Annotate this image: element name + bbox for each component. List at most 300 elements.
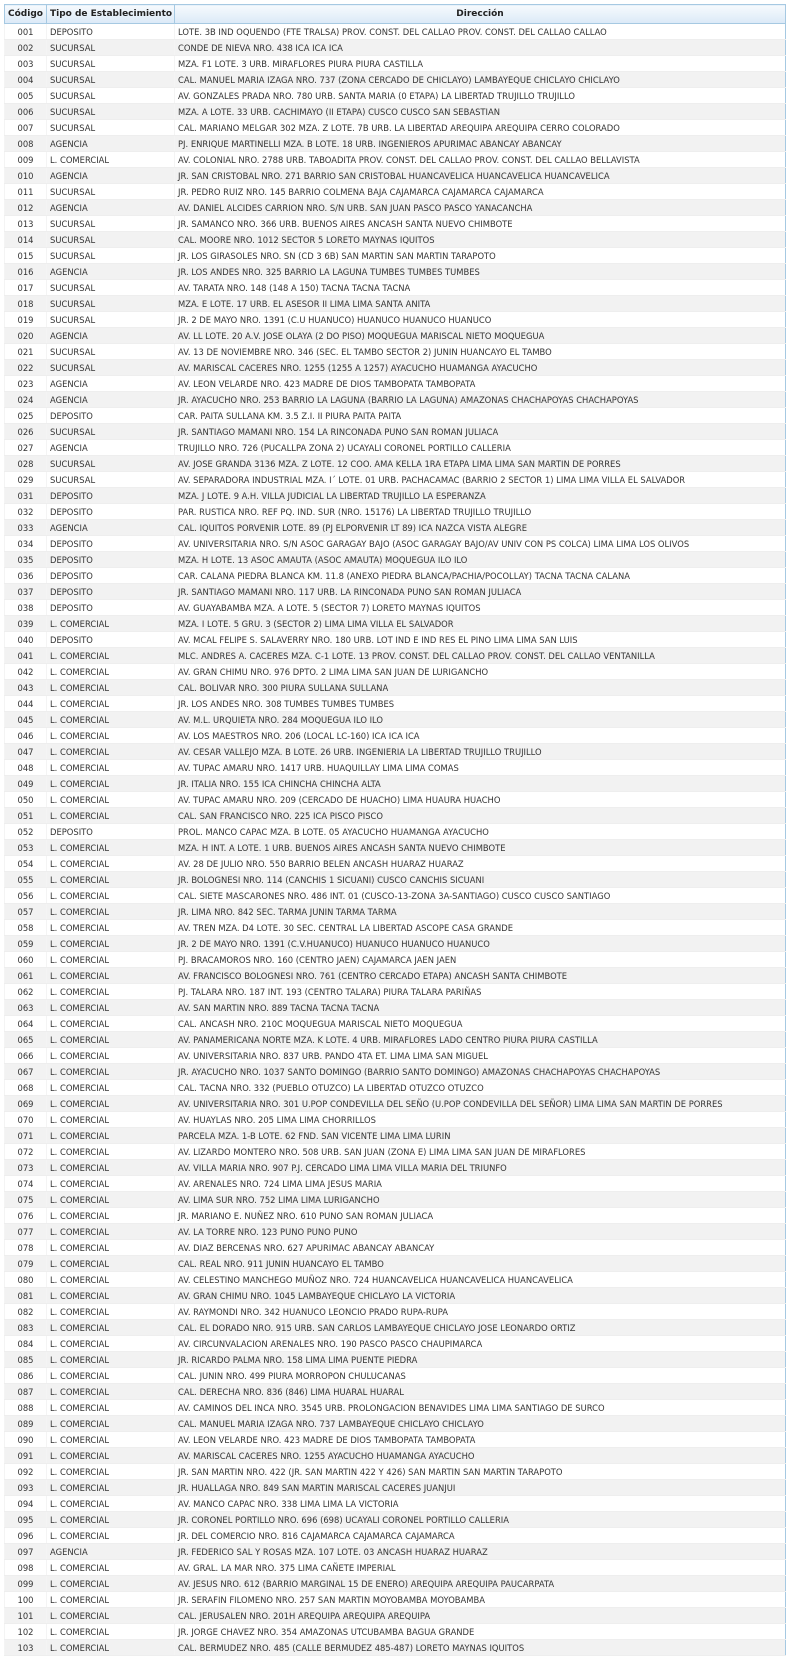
table-row [5, 648, 786, 664]
row-type-cell: L. COMERCIAL [47, 1112, 175, 1128]
table-row [5, 1448, 786, 1464]
row-address-cell: AV. GRAL. LA MAR NRO. 375 LIMA CAÑETE IMPERIAL [175, 1560, 786, 1576]
table-row [5, 568, 786, 584]
row-address-cell: AV. LOS MAESTROS NRO. 206 (LOCAL LC-160) ICA ICA ICA [175, 728, 786, 744]
row-address-cell: AV. LA TORRE NRO. 123 PUNO PUNO PUNO [175, 1224, 786, 1240]
table-row [5, 776, 786, 792]
row-address-cell: AV. MARISCAL CACERES NRO. 1255 AYACUCHO HUAMANGA AYACUCHO [175, 1448, 786, 1464]
row-code-cell: 069 [5, 1096, 47, 1112]
row-code-cell: 053 [5, 840, 47, 856]
header-row [5, 5, 786, 24]
row-type-cell: L. COMERCIAL [47, 856, 175, 872]
row-type-cell: SUCURSAL [47, 232, 175, 248]
row-code-cell: 014 [5, 232, 47, 248]
row-code-cell: 031 [5, 488, 47, 504]
row-code-cell: 096 [5, 1528, 47, 1544]
row-code-cell: 048 [5, 760, 47, 776]
row-code-cell: 100 [5, 1592, 47, 1608]
table-row [5, 1016, 786, 1032]
row-address-cell: PJ. ENRIQUE MARTINELLI MZA. B LOTE. 18 URB. INGENIEROS APURIMAC ABANCAY ABANCAY [175, 136, 786, 152]
row-address-cell: AV. TUPAC AMARU NRO. 1417 URB. HUAQUILLAY LIMA LIMA COMAS [175, 760, 786, 776]
row-address-cell: CAL. DERECHA NRO. 836 (846) LIMA HUARAL HUARAL [175, 1384, 786, 1400]
row-address-cell: CONDE DE NIEVA NRO. 438 ICA ICA ICA [175, 40, 786, 56]
table-row [5, 792, 786, 808]
table-row [5, 1528, 786, 1544]
row-code-cell: 097 [5, 1544, 47, 1560]
table-row [5, 1336, 786, 1352]
row-code-cell: 082 [5, 1304, 47, 1320]
row-type-cell: DEPOSITO [47, 488, 175, 504]
row-code-cell: 075 [5, 1192, 47, 1208]
row-code-cell: 041 [5, 648, 47, 664]
row-address-cell: AV. JOSE GRANDA 3136 MZA. Z LOTE. 12 COO. AMA KELLA 1RA ETAPA LIMA LIMA SAN MARTIN DE PORRES [175, 456, 786, 472]
column-header-type[interactable]: Tipo de Establecimiento [47, 5, 175, 24]
row-code-cell: 081 [5, 1288, 47, 1304]
table-row [5, 856, 786, 872]
row-code-cell: 062 [5, 984, 47, 1000]
row-address-cell: CAL. MANUEL MARIA IZAGA NRO. 737 (ZONA CERCADO DE CHICLAYO) LAMBAYEQUE CHICLAYO CHICLAYO [175, 72, 786, 88]
row-type-cell: L. COMERCIAL [47, 936, 175, 952]
row-code-cell: 009 [5, 152, 47, 168]
table-row [5, 440, 786, 456]
row-code-cell: 042 [5, 664, 47, 680]
row-type-cell: L. COMERCIAL [47, 1032, 175, 1048]
row-address-cell: AV. ARENALES NRO. 724 LIMA LIMA JESUS MARIA [175, 1176, 786, 1192]
table-row [5, 1576, 786, 1592]
table-row [5, 952, 786, 968]
row-type-cell: SUCURSAL [47, 104, 175, 120]
row-code-cell: 017 [5, 280, 47, 296]
row-address-cell: AV. UNIVERSITARIA NRO. 301 U.POP CONDEVILLA DEL SEÑO (U.POP CONDEVILLA DEL SEÑOR) LIMA LIMA SAN MARTIN DE PORRES [175, 1096, 786, 1112]
row-code-cell: 063 [5, 1000, 47, 1016]
row-address-cell: JR. MARIANO E. NUÑEZ NRO. 610 PUNO SAN ROMAN JULIACA [175, 1208, 786, 1224]
row-address-cell: JR. PEDRO RUIZ NRO. 145 BARRIO COLMENA BAJA CAJAMARCA CAJAMARCA CAJAMARCA [175, 184, 786, 200]
row-type-cell: L. COMERCIAL [47, 904, 175, 920]
table-row [5, 824, 786, 840]
row-type-cell: L. COMERCIAL [47, 1304, 175, 1320]
row-type-cell: AGENCIA [47, 520, 175, 536]
row-address-cell: CAR. PAITA SULLANA KM. 3.5 Z.I. II PIURA PAITA PAITA [175, 408, 786, 424]
row-type-cell: L. COMERCIAL [47, 696, 175, 712]
table-row [5, 1112, 786, 1128]
row-address-cell: CAL. BOLIVAR NRO. 300 PIURA SULLANA SULLANA [175, 680, 786, 696]
row-code-cell: 029 [5, 472, 47, 488]
table-row [5, 232, 786, 248]
row-type-cell: AGENCIA [47, 392, 175, 408]
row-code-cell: 027 [5, 440, 47, 456]
row-address-cell: CAL. ANCASH NRO. 210C MOQUEGUA MARISCAL NIETO MOQUEGUA [175, 1016, 786, 1032]
row-type-cell: L. COMERCIAL [47, 648, 175, 664]
row-type-cell: AGENCIA [47, 136, 175, 152]
row-code-cell: 084 [5, 1336, 47, 1352]
row-address-cell: JR. BOLOGNESI NRO. 114 (CANCHIS 1 SICUANI) CUSCO CANCHIS SICUANI [175, 872, 786, 888]
table-row [5, 1176, 786, 1192]
row-address-cell: MZA. H LOTE. 13 ASOC AMAUTA (ASOC AMAUTA) MOQUEGUA ILO ILO [175, 552, 786, 568]
row-address-cell: CAL. SIETE MASCARONES NRO. 486 INT. 01 (CUSCO-13-ZONA 3A-SANTIAGO) CUSCO CUSCO SANTIAGO [175, 888, 786, 904]
row-type-cell: L. COMERCIAL [47, 1016, 175, 1032]
table-row [5, 264, 786, 280]
row-code-cell: 095 [5, 1512, 47, 1528]
row-type-cell: DEPOSITO [47, 584, 175, 600]
row-code-cell: 013 [5, 216, 47, 232]
row-type-cell: L. COMERCIAL [47, 1080, 175, 1096]
table-row [5, 1464, 786, 1480]
row-code-cell: 008 [5, 136, 47, 152]
table-row [5, 616, 786, 632]
row-code-cell: 074 [5, 1176, 47, 1192]
row-code-cell: 049 [5, 776, 47, 792]
row-type-cell: SUCURSAL [47, 280, 175, 296]
table-row [5, 1256, 786, 1272]
row-address-cell: PJ. TALARA NRO. 187 INT. 193 (CENTRO TALARA) PIURA TALARA PARIÑAS [175, 984, 786, 1000]
row-type-cell: L. COMERCIAL [47, 1576, 175, 1592]
row-type-cell: SUCURSAL [47, 344, 175, 360]
row-type-cell: DEPOSITO [47, 568, 175, 584]
row-address-cell: JR. FEDERICO SAL Y ROSAS MZA. 107 LOTE. 03 ANCASH HUARAZ HUARAZ [175, 1544, 786, 1560]
table-row [5, 1368, 786, 1384]
row-address-cell: AV. DIAZ BERCENAS NRO. 627 APURIMAC ABANCAY ABANCAY [175, 1240, 786, 1256]
row-address-cell: CAL. EL DORADO NRO. 915 URB. SAN CARLOS LAMBAYEQUE CHICLAYO JOSE LEONARDO ORTIZ [175, 1320, 786, 1336]
row-address-cell: JR. AYACUCHO NRO. 253 BARRIO LA LAGUNA (BARRIO LA LAGUNA) AMAZONAS CHACHAPOYAS CHACHAPOYAS [175, 392, 786, 408]
row-code-cell: 056 [5, 888, 47, 904]
row-code-cell: 002 [5, 40, 47, 56]
row-type-cell: SUCURSAL [47, 88, 175, 104]
table-row [5, 1272, 786, 1288]
row-code-cell: 054 [5, 856, 47, 872]
row-type-cell: SUCURSAL [47, 312, 175, 328]
row-type-cell: SUCURSAL [47, 472, 175, 488]
table-row [5, 1240, 786, 1256]
table-row [5, 1160, 786, 1176]
row-address-cell: AV. SEPARADORA INDUSTRIAL MZA. I´ LOTE. 01 URB. PACHACAMAC (BARRIO 2 SECTOR 1) LIMA LIMA VILLA EL SALVADOR [175, 472, 786, 488]
table-row [5, 1432, 786, 1448]
row-code-cell: 094 [5, 1496, 47, 1512]
row-code-cell: 087 [5, 1384, 47, 1400]
row-type-cell: L. COMERCIAL [47, 712, 175, 728]
row-address-cell: JR. LIMA NRO. 842 SEC. TARMA JUNIN TARMA TARMA [175, 904, 786, 920]
row-code-cell: 073 [5, 1160, 47, 1176]
row-code-cell: 059 [5, 936, 47, 952]
row-code-cell: 080 [5, 1272, 47, 1288]
row-code-cell: 033 [5, 520, 47, 536]
row-type-cell: L. COMERCIAL [47, 1144, 175, 1160]
row-address-cell: JR. SAN MARTIN NRO. 422 (JR. SAN MARTIN 422 Y 426) SAN MARTIN SAN MARTIN TARAPOTO [175, 1464, 786, 1480]
row-code-cell: 061 [5, 968, 47, 984]
row-code-cell: 025 [5, 408, 47, 424]
table-row [5, 216, 786, 232]
row-code-cell: 045 [5, 712, 47, 728]
row-type-cell: L. COMERCIAL [47, 1496, 175, 1512]
table-row [5, 376, 786, 392]
row-address-cell: AV. MCAL FELIPE S. SALAVERRY NRO. 180 URB. LOT IND E IND RES EL PINO LIMA LIMA SAN LUIS [175, 632, 786, 648]
row-type-cell: L. COMERCIAL [47, 840, 175, 856]
table-row [5, 312, 786, 328]
row-code-cell: 044 [5, 696, 47, 712]
row-type-cell: L. COMERCIAL [47, 1256, 175, 1272]
row-address-cell: AV. CELESTINO MANCHEGO MUÑOZ NRO. 724 HUANCAVELICA HUANCAVELICA HUANCAVELICA [175, 1272, 786, 1288]
row-type-cell: AGENCIA [47, 440, 175, 456]
table-row [5, 936, 786, 952]
row-address-cell: AV. VILLA MARIA NRO. 907 P.J. CERCADO LIMA LIMA VILLA MARIA DEL TRIUNFO [175, 1160, 786, 1176]
row-address-cell: AV. CAMINOS DEL INCA NRO. 3545 URB. PROLONGACION BENAVIDES LIMA LIMA SANTIAGO DE SURCO [175, 1400, 786, 1416]
row-address-cell: PAR. RUSTICA NRO. REF PQ. IND. SUR (NRO. 15176) LA LIBERTAD TRUJILLO TRUJILLO [175, 504, 786, 520]
table-row [5, 1480, 786, 1496]
row-type-cell: L. COMERCIAL [47, 1368, 175, 1384]
row-type-cell: L. COMERCIAL [47, 1384, 175, 1400]
table-row [5, 1400, 786, 1416]
row-address-cell: AV. TARATA NRO. 148 (148 A 150) TACNA TACNA TACNA [175, 280, 786, 296]
row-type-cell: L. COMERCIAL [47, 760, 175, 776]
table-row [5, 360, 786, 376]
row-code-cell: 079 [5, 1256, 47, 1272]
row-address-cell: CAL. SAN FRANCISCO NRO. 225 ICA PISCO PISCO [175, 808, 786, 824]
row-code-cell: 003 [5, 56, 47, 72]
row-code-cell: 070 [5, 1112, 47, 1128]
row-type-cell: L. COMERCIAL [47, 1000, 175, 1016]
row-type-cell: SUCURSAL [47, 296, 175, 312]
row-type-cell: L. COMERCIAL [47, 1048, 175, 1064]
table-row [5, 552, 786, 568]
row-address-cell: AV. FRANCISCO BOLOGNESI NRO. 761 (CENTRO CERCADO ETAPA) ANCASH SANTA CHIMBOTE [175, 968, 786, 984]
row-address-cell: CAL. MOORE NRO. 1012 SECTOR 5 LORETO MAYNAS IQUITOS [175, 232, 786, 248]
table-row [5, 296, 786, 312]
row-type-cell: L. COMERCIAL [47, 1352, 175, 1368]
row-address-cell: AV. LIZARDO MONTERO NRO. 508 URB. SAN JUAN (ZONA E) LIMA LIMA SAN JUAN DE MIRAFLORES [175, 1144, 786, 1160]
table-row [5, 1096, 786, 1112]
row-type-cell: L. COMERCIAL [47, 952, 175, 968]
table-row [5, 1512, 786, 1528]
row-code-cell: 058 [5, 920, 47, 936]
table-row [5, 1352, 786, 1368]
row-address-cell: CAL. IQUITOS PORVENIR LOTE. 89 (PJ ELPORVENIR LT 89) ICA NAZCA VISTA ALEGRE [175, 520, 786, 536]
row-type-cell: L. COMERCIAL [47, 1176, 175, 1192]
row-address-cell: AV. TUPAC AMARU NRO. 209 (CERCADO DE HUACHO) LIMA HUAURA HUACHO [175, 792, 786, 808]
row-code-cell: 023 [5, 376, 47, 392]
column-header-code[interactable]: Código [5, 5, 47, 24]
table-row [5, 888, 786, 904]
row-code-cell: 101 [5, 1608, 47, 1624]
row-code-cell: 034 [5, 536, 47, 552]
table-row [5, 1496, 786, 1512]
row-code-cell: 066 [5, 1048, 47, 1064]
table-row [5, 504, 786, 520]
row-address-cell: AV. RAYMONDI NRO. 342 HUANUCO LEONCIO PRADO RUPA-RUPA [175, 1304, 786, 1320]
row-code-cell: 071 [5, 1128, 47, 1144]
row-type-cell: L. COMERCIAL [47, 1560, 175, 1576]
row-type-cell: L. COMERCIAL [47, 1336, 175, 1352]
row-type-cell: L. COMERCIAL [47, 1288, 175, 1304]
row-type-cell: L. COMERCIAL [47, 1128, 175, 1144]
row-type-cell: DEPOSITO [47, 632, 175, 648]
table-row [5, 184, 786, 200]
table-row [5, 712, 786, 728]
table-row [5, 1208, 786, 1224]
row-address-cell: JR. SANTIAGO MAMANI NRO. 154 LA RINCONADA PUNO SAN ROMAN JULIACA [175, 424, 786, 440]
row-type-cell: DEPOSITO [47, 408, 175, 424]
row-address-cell: AV. UNIVERSITARIA NRO. 837 URB. PANDO 4TA ET. LIMA LIMA SAN MIGUEL [175, 1048, 786, 1064]
row-address-cell: AV. LEON VELARDE NRO. 423 MADRE DE DIOS TAMBOPATA TAMBOPATA [175, 1432, 786, 1448]
table-row [5, 40, 786, 56]
row-type-cell: DEPOSITO [47, 824, 175, 840]
row-address-cell: CAL. JERUSALEN NRO. 201H AREQUIPA AREQUIPA AREQUIPA [175, 1608, 786, 1624]
row-address-cell: LOTE. 3B IND OQUENDO (FTE TRALSA) PROV. CONST. DEL CALLAO PROV. CONST. DEL CALLAO CALLAO [175, 24, 786, 40]
table-row [5, 520, 786, 536]
table-row [5, 168, 786, 184]
row-address-cell: JR. CORONEL PORTILLO NRO. 696 (698) UCAYALI CORONEL PORTILLO CALLERIA [175, 1512, 786, 1528]
table-row [5, 600, 786, 616]
row-code-cell: 089 [5, 1416, 47, 1432]
row-address-cell: AV. MARISCAL CACERES NRO. 1255 (1255 A 1257) AYACUCHO HUAMANGA AYACUCHO [175, 360, 786, 376]
row-address-cell: MZA. F1 LOTE. 3 URB. MIRAFLORES PIURA PIURA CASTILLA [175, 56, 786, 72]
row-type-cell: SUCURSAL [47, 456, 175, 472]
row-address-cell: MLC. ANDRES A. CACERES MZA. C-1 LOTE. 13 PROV. CONST. DEL CALLAO PROV. CONST. DEL CALLAO VENTANILLA [175, 648, 786, 664]
row-type-cell: L. COMERCIAL [47, 1608, 175, 1624]
row-type-cell: SUCURSAL [47, 56, 175, 72]
row-type-cell: L. COMERCIAL [47, 792, 175, 808]
column-header-address[interactable]: Dirección [175, 5, 786, 24]
row-type-cell: L. COMERCIAL [47, 1512, 175, 1528]
row-type-cell: SUCURSAL [47, 248, 175, 264]
row-code-cell: 091 [5, 1448, 47, 1464]
table-row [5, 1224, 786, 1240]
row-address-cell: AV. M.L. URQUIETA NRO. 284 MOQUEGUA ILO ILO [175, 712, 786, 728]
table-header [5, 5, 786, 24]
row-type-cell: L. COMERCIAL [47, 664, 175, 680]
row-code-cell: 093 [5, 1480, 47, 1496]
row-code-cell: 065 [5, 1032, 47, 1048]
row-address-cell: JR. JORGE CHAVEZ NRO. 354 AMAZONAS UTCUBAMBA BAGUA GRANDE [175, 1624, 786, 1640]
row-code-cell: 001 [5, 24, 47, 40]
row-code-cell: 022 [5, 360, 47, 376]
row-code-cell: 077 [5, 1224, 47, 1240]
table-row [5, 200, 786, 216]
row-address-cell: JR. SERAFIN FILOMENO NRO. 257 SAN MARTIN MOYOBAMBA MOYOBAMBA [175, 1592, 786, 1608]
row-address-cell: JR. ITALIA NRO. 155 ICA CHINCHA CHINCHA ALTA [175, 776, 786, 792]
row-address-cell: JR. 2 DE MAYO NRO. 1391 (C.U HUANUCO) HUANUCO HUANUCO HUANUCO [175, 312, 786, 328]
row-address-cell: JR. LOS ANDES NRO. 308 TUMBES TUMBES TUMBES [175, 696, 786, 712]
row-type-cell: L. COMERCIAL [47, 1400, 175, 1416]
row-type-cell: L. COMERCIAL [47, 808, 175, 824]
row-type-cell: L. COMERCIAL [47, 1416, 175, 1432]
row-type-cell: SUCURSAL [47, 120, 175, 136]
table-row [5, 1032, 786, 1048]
row-type-cell: L. COMERCIAL [47, 1448, 175, 1464]
row-code-cell: 046 [5, 728, 47, 744]
table-row [5, 1384, 786, 1400]
row-address-cell: AV. LEON VELARDE NRO. 423 MADRE DE DIOS TAMBOPATA TAMBOPATA [175, 376, 786, 392]
table-row [5, 680, 786, 696]
row-type-cell: SUCURSAL [47, 72, 175, 88]
row-code-cell: 083 [5, 1320, 47, 1336]
row-code-cell: 020 [5, 328, 47, 344]
row-type-cell: SUCURSAL [47, 216, 175, 232]
row-type-cell: L. COMERCIAL [47, 776, 175, 792]
row-type-cell: L. COMERCIAL [47, 1624, 175, 1640]
row-type-cell: AGENCIA [47, 168, 175, 184]
row-type-cell: L. COMERCIAL [47, 968, 175, 984]
row-code-cell: 036 [5, 568, 47, 584]
table-row [5, 872, 786, 888]
table-row [5, 728, 786, 744]
row-address-cell: PJ. BRACAMOROS NRO. 160 (CENTRO JAEN) CAJAMARCA JAEN JAEN [175, 952, 786, 968]
row-code-cell: 018 [5, 296, 47, 312]
row-address-cell: JR. DEL COMERCIO NRO. 816 CAJAMARCA CAJAMARCA CAJAMARCA [175, 1528, 786, 1544]
row-type-cell: L. COMERCIAL [47, 1192, 175, 1208]
table-row [5, 344, 786, 360]
table-row [5, 472, 786, 488]
row-address-cell: AV. CESAR VALLEJO MZA. B LOTE. 26 URB. INGENIERIA LA LIBERTAD TRUJILLO TRUJILLO [175, 744, 786, 760]
row-code-cell: 026 [5, 424, 47, 440]
row-code-cell: 086 [5, 1368, 47, 1384]
row-code-cell: 039 [5, 616, 47, 632]
row-type-cell: DEPOSITO [47, 600, 175, 616]
row-code-cell: 019 [5, 312, 47, 328]
row-address-cell: CAL. MANUEL MARIA IZAGA NRO. 737 LAMBAYEQUE CHICLAYO CHICLAYO [175, 1416, 786, 1432]
row-code-cell: 043 [5, 680, 47, 696]
table-row [5, 968, 786, 984]
row-code-cell: 068 [5, 1080, 47, 1096]
row-code-cell: 052 [5, 824, 47, 840]
row-address-cell: JR. 2 DE MAYO NRO. 1391 (C.V.HUANUCO) HUANUCO HUANUCO HUANUCO [175, 936, 786, 952]
establishments-table [4, 4, 786, 1656]
row-address-cell: AV. HUAYLAS NRO. 205 LIMA LIMA CHORRILLOS [175, 1112, 786, 1128]
table-row [5, 1048, 786, 1064]
row-type-cell: L. COMERCIAL [47, 680, 175, 696]
table-row [5, 1064, 786, 1080]
row-code-cell: 016 [5, 264, 47, 280]
table-row [5, 1416, 786, 1432]
table-row [5, 920, 786, 936]
row-address-cell: CAL. TACNA NRO. 332 (PUEBLO OTUZCO) LA LIBERTAD OTUZCO OTUZCO [175, 1080, 786, 1096]
row-type-cell: L. COMERCIAL [47, 872, 175, 888]
row-code-cell: 076 [5, 1208, 47, 1224]
row-address-cell: JR. SAN CRISTOBAL NRO. 271 BARRIO SAN CRISTOBAL HUANCAVELICA HUANCAVELICA HUANCAVELICA [175, 168, 786, 184]
row-address-cell: AV. LL LOTE. 20 A.V. JOSE OLAYA (2 DO PISO) MOQUEGUA MARISCAL NIETO MOQUEGUA [175, 328, 786, 344]
table-row [5, 984, 786, 1000]
row-code-cell: 015 [5, 248, 47, 264]
table-row [5, 904, 786, 920]
table-row [5, 72, 786, 88]
table-row [5, 120, 786, 136]
row-type-cell: L. COMERCIAL [47, 728, 175, 744]
row-address-cell: PARCELA MZA. 1-B LOTE. 62 FND. SAN VICENTE LIMA LIMA LURIN [175, 1128, 786, 1144]
row-address-cell: AV. COLONIAL NRO. 2788 URB. TABOADITA PROV. CONST. DEL CALLAO PROV. CONST. DEL CALLAO BELLAVISTA [175, 152, 786, 168]
row-address-cell: JR. SAMANCO NRO. 366 URB. BUENOS AIRES ANCASH SANTA NUEVO CHIMBOTE [175, 216, 786, 232]
row-code-cell: 012 [5, 200, 47, 216]
table-row [5, 840, 786, 856]
row-type-cell: AGENCIA [47, 376, 175, 392]
row-type-cell: AGENCIA [47, 200, 175, 216]
row-code-cell: 072 [5, 1144, 47, 1160]
row-address-cell: AV. DANIEL ALCIDES CARRION NRO. S/N URB. SAN JUAN PASCO PASCO YANACANCHA [175, 200, 786, 216]
table-row [5, 152, 786, 168]
table-row [5, 1128, 786, 1144]
row-type-cell: SUCURSAL [47, 424, 175, 440]
row-type-cell: L. COMERCIAL [47, 1096, 175, 1112]
row-address-cell: AV. PANAMERICANA NORTE MZA. K LOTE. 4 URB. MIRAFLORES LADO CENTRO PIURA PIURA CASTILLA [175, 1032, 786, 1048]
row-address-cell: PROL. MANCO CAPAC MZA. B LOTE. 05 AYACUCHO HUAMANGA AYACUCHO [175, 824, 786, 840]
row-address-cell: AV. GRAN CHIMU NRO. 1045 LAMBAYEQUE CHICLAYO LA VICTORIA [175, 1288, 786, 1304]
row-address-cell: CAL. JUNIN NRO. 499 PIURA MORROPON CHULUCANAS [175, 1368, 786, 1384]
table-row [5, 104, 786, 120]
row-address-cell: AV. MANCO CAPAC NRO. 338 LIMA LIMA LA VICTORIA [175, 1496, 786, 1512]
table-row [5, 280, 786, 296]
row-address-cell: MZA. I LOTE. 5 GRU. 3 (SECTOR 2) LIMA LIMA VILLA EL SALVADOR [175, 616, 786, 632]
row-type-cell: L. COMERCIAL [47, 152, 175, 168]
table-row [5, 632, 786, 648]
row-code-cell: 099 [5, 1576, 47, 1592]
table-row [5, 1144, 786, 1160]
